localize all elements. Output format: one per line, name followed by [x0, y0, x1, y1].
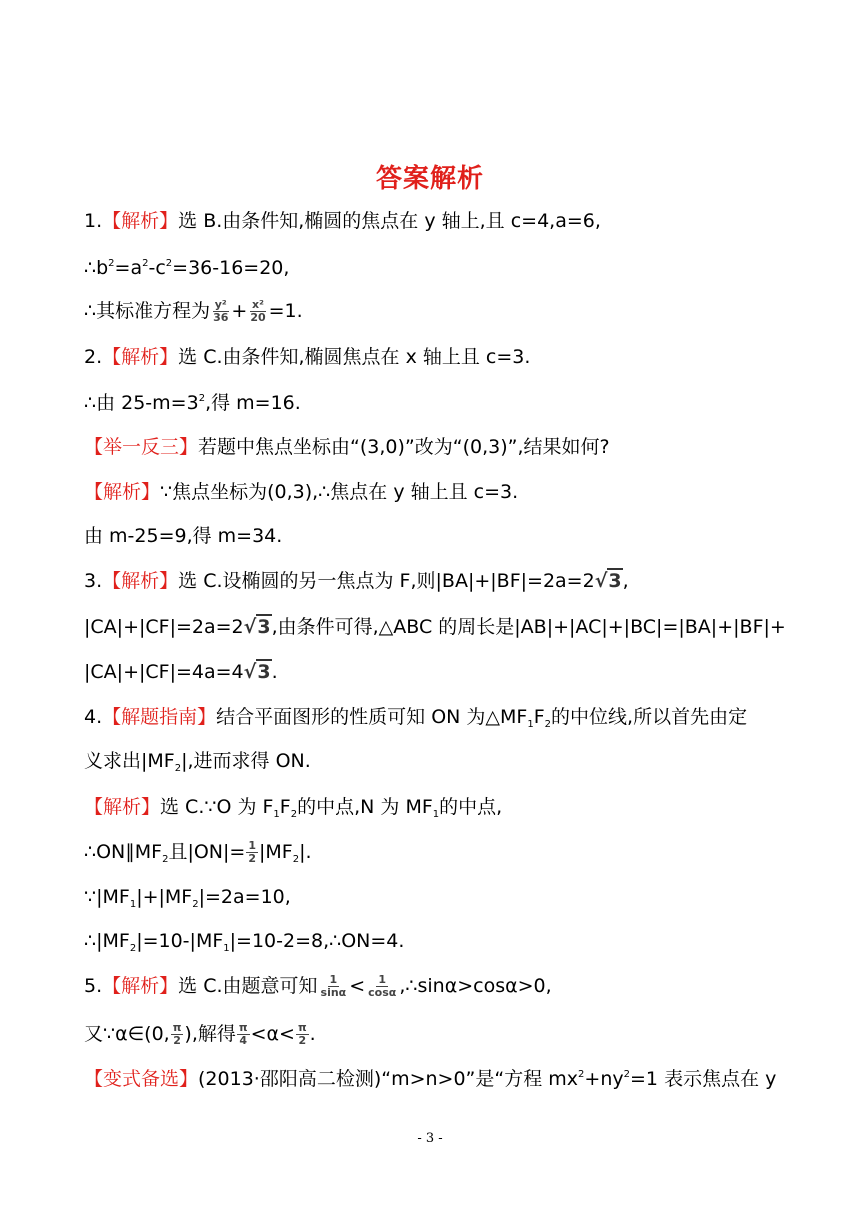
text: ∴ON∥MF — [84, 841, 163, 863]
text: 选 C.∵O 为 F — [160, 796, 274, 818]
sqrt-3: √3 — [243, 616, 271, 638]
superscript: 2 — [108, 258, 115, 269]
tag-juyi: 【举一反三】 — [84, 436, 199, 458]
answer-3-line-2 — [84, 614, 786, 640]
denominator: 2 — [298, 1034, 307, 1047]
text: |=2a=10, — [198, 886, 291, 908]
subscript: 1 — [129, 899, 137, 910]
numerator: 1 — [248, 839, 257, 852]
text: . — [309, 1023, 316, 1045]
tag-jiexi: 【解析】 — [102, 570, 179, 592]
text: ,得 m=16. — [205, 392, 301, 414]
item-number: 4. — [84, 706, 103, 728]
fraction-pi-over-2 — [171, 1022, 184, 1047]
text: ∴其标准方程为 — [84, 300, 211, 322]
radicand: 3 — [608, 570, 622, 592]
numerator: π — [172, 1021, 182, 1034]
subscript: 2 — [162, 854, 169, 865]
text: =1 表示焦点在 y — [630, 1068, 777, 1090]
text: ,由条件可得,△ABC 的周长是|AB|+|AC|+|BC|=|BA|+|BF|+ — [271, 616, 786, 638]
tag-jiexi: 【解析】 — [102, 210, 179, 232]
text: 选 C.由条件知,椭圆焦点在 x 轴上且 c=3. — [178, 346, 531, 368]
subscript: 2 — [174, 763, 182, 774]
answer-5-line-2 — [84, 1021, 316, 1047]
item-number: 3. — [84, 570, 103, 592]
text: |MF — [259, 841, 293, 863]
text: =36-16=20, — [172, 257, 290, 279]
text: -c — [148, 257, 166, 279]
page-title: 答案解析 — [375, 164, 484, 194]
text: + — [231, 300, 248, 322]
text: <α< — [250, 1023, 295, 1045]
denominator: 2 — [173, 1034, 181, 1047]
item-number: 1. — [84, 210, 103, 232]
text: ),解得 — [184, 1023, 236, 1045]
answer-4-line-4 — [84, 839, 312, 865]
text: ∵|MF — [84, 886, 130, 908]
answer-4-line-2 — [84, 748, 311, 774]
radicand: 3 — [257, 616, 271, 638]
text: 的中点,N 为 MF — [297, 796, 433, 818]
tag-jiexi: 【解析】 — [102, 975, 179, 997]
fraction-x2-over-20 — [248, 299, 267, 324]
superscript: 2 — [165, 258, 173, 269]
numerator: π — [297, 1021, 307, 1034]
text: 选 B.由条件知,椭圆的焦点在 y 轴上,且 c=4,a=6, — [178, 210, 601, 232]
text: ∵焦点坐标为(0,3),∴焦点在 y 轴上且 c=3. — [160, 481, 519, 503]
text: |+|MF — [136, 886, 193, 908]
text: 又∵α∈(0, — [84, 1023, 170, 1045]
text: =1. — [268, 300, 303, 322]
bianshi-question — [84, 1066, 776, 1092]
subscript: 1 — [273, 809, 280, 820]
fraction-1-over-sina — [319, 974, 349, 999]
answer-5-line-1 — [84, 973, 552, 999]
juyi-question — [84, 434, 610, 460]
answer-4-line-3 — [84, 794, 502, 820]
item-number: 2. — [84, 346, 103, 368]
tag-bianshi: 【变式备选】 — [84, 1068, 199, 1090]
text: ∴由 25-m=3 — [84, 392, 199, 414]
tag-zhinan: 【解题指南】 — [102, 706, 217, 728]
text: |=10-2=8,∴ON=4. — [229, 930, 405, 952]
fraction-pi-over-2 — [296, 1022, 309, 1047]
radicand: 3 — [257, 661, 271, 683]
text: < — [349, 975, 366, 997]
denominator: sinα — [320, 986, 347, 999]
answer-1-line-2 — [84, 255, 289, 281]
text: 且|ON|= — [168, 841, 246, 863]
tag-jiexi: 【解析】 — [84, 796, 161, 818]
numerator: π — [238, 1021, 248, 1034]
subscript: 1 — [223, 943, 230, 954]
text: 义求出|MF — [84, 750, 175, 772]
subscript: 2 — [292, 854, 300, 865]
text: =a — [114, 257, 143, 279]
text: |CA|+|CF|=4a=4 — [84, 661, 244, 683]
superscript: 2 — [578, 1069, 585, 1080]
fraction-1-over-cosa — [366, 974, 398, 999]
text: (2013·邵阳高二检测)“m>n>0”是“方程 mx — [198, 1068, 579, 1090]
text: . — [271, 661, 278, 683]
text: 由 m-25=9,得 m=34. — [84, 525, 283, 547]
answer-2-line-2 — [84, 390, 301, 416]
fraction-one-half — [246, 840, 258, 865]
juyi-answer-line-2 — [84, 523, 282, 549]
text: ,∴sinα>cosα>0, — [399, 975, 552, 997]
subscript: 1 — [527, 719, 534, 730]
answer-4-line-6 — [84, 928, 404, 954]
text: 若题中焦点坐标由“(3,0)”改为“(0,3)”,结果如何? — [198, 436, 610, 458]
answer-4-line-5 — [84, 884, 291, 910]
fraction-y2-over-36 — [211, 299, 230, 324]
text: F — [533, 706, 545, 728]
fraction-pi-over-4 — [237, 1022, 250, 1047]
text: |. — [299, 841, 312, 863]
text: ∴|MF — [84, 930, 130, 952]
answer-1-line-3 — [84, 298, 303, 324]
text: 选 C.设椭圆的另一焦点为 F,则|BA|+|BF|=2a=2 — [178, 570, 595, 592]
item-number: 5. — [84, 975, 103, 997]
numerator: 1 — [329, 973, 338, 986]
sqrt-3: √3 — [243, 661, 271, 683]
answer-2-line-1 — [84, 344, 530, 370]
text: |CA|+|CF|=2a=2 — [84, 616, 244, 638]
text: F — [279, 796, 291, 818]
denominator: 2 — [248, 852, 257, 865]
text: 选 C.由题意可知 — [178, 975, 318, 997]
superscript: 2 — [142, 258, 149, 269]
text: 的中位线,所以首先由定 — [551, 706, 748, 728]
superscript: 2 — [198, 393, 206, 404]
subscript: 2 — [129, 943, 137, 954]
subscript: 1 — [432, 809, 440, 820]
answer-4-line-1 — [84, 704, 747, 730]
text: |,进而求得 ON. — [181, 750, 311, 772]
tag-jiexi: 【解析】 — [84, 481, 161, 503]
denominator: cosα — [368, 986, 397, 999]
sqrt-3: √3 — [594, 570, 622, 592]
numerator: 1 — [378, 973, 387, 986]
subscript: 2 — [544, 719, 552, 730]
superscript: 2 — [623, 1069, 631, 1080]
answer-3-line-3 — [84, 659, 278, 685]
text: 的中点, — [439, 796, 503, 818]
text: ∴b — [84, 257, 109, 279]
answer-1-line-1 — [84, 208, 601, 234]
denominator: 36 — [213, 311, 229, 324]
text: |=10-|MF — [136, 930, 224, 952]
denominator: 4 — [239, 1034, 248, 1047]
answer-3-line-1 — [84, 568, 629, 594]
text: , — [622, 570, 629, 592]
subscript: 2 — [290, 809, 298, 820]
text: 结合平面图形的性质可知 ON 为△MF — [216, 706, 528, 728]
numerator: x² — [252, 298, 264, 311]
subscript: 2 — [192, 899, 199, 910]
denominator: 20 — [250, 311, 266, 324]
juyi-answer-line-1 — [84, 479, 518, 505]
tag-jiexi: 【解析】 — [102, 346, 179, 368]
numerator: y² — [214, 298, 227, 311]
text: +ny — [584, 1068, 624, 1090]
page-number: - 3 - — [417, 1131, 443, 1146]
